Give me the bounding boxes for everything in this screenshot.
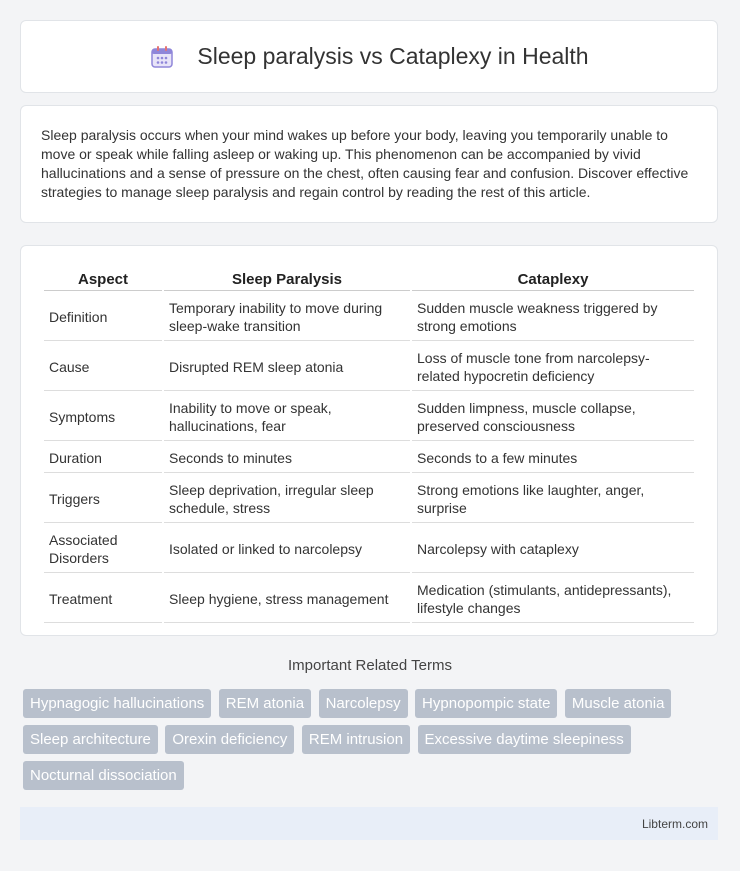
cell-aspect: Treatment xyxy=(44,575,162,623)
related-term-tag[interactable]: Excessive daytime sleepiness xyxy=(418,725,631,754)
cell-sleep-paralysis: Sleep deprivation, irregular sleep schedule, stress xyxy=(164,475,410,523)
table-header-row xyxy=(44,268,694,291)
related-term-tag[interactable]: Hypnagogic hallucinations xyxy=(23,689,211,718)
cell-aspect: Duration xyxy=(44,443,162,473)
table-row xyxy=(44,393,694,441)
table-row xyxy=(44,575,694,623)
footer xyxy=(20,807,718,840)
cell-cataplexy: Sudden limpness, muscle collapse, preserved consciousness xyxy=(412,393,694,441)
cell-cataplexy: Sudden muscle weakness triggered by strong emotions xyxy=(412,293,694,341)
table-row xyxy=(44,343,694,391)
cell-sleep-paralysis: Sleep hygiene, stress management xyxy=(164,575,410,623)
header-sleep-paralysis: Sleep Paralysis xyxy=(164,268,410,291)
page-title: Sleep paralysis vs Cataplexy in Health xyxy=(197,43,589,69)
table-row xyxy=(44,475,694,523)
cell-cataplexy: Loss of muscle tone from narcolepsy-related hypocretin deficiency xyxy=(412,343,694,391)
cell-cataplexy: Medication (stimulants, antidepressants), lifestyle changes xyxy=(412,575,694,623)
intro-card xyxy=(20,105,718,223)
related-term-tag[interactable]: Nocturnal dissociation xyxy=(23,761,184,790)
related-term-tag[interactable]: REM atonia xyxy=(219,689,311,718)
footer-site-link[interactable]: Libterm.com xyxy=(641,816,708,831)
comparison-card xyxy=(20,245,718,636)
cell-aspect: Triggers xyxy=(44,475,162,523)
cell-cataplexy: Strong emotions like laughter, anger, surprise xyxy=(412,475,694,523)
cell-cataplexy: Seconds to a few minutes xyxy=(412,443,694,473)
related-term-tag[interactable]: Sleep architecture xyxy=(23,725,158,754)
cell-sleep-paralysis: Isolated or linked to narcolepsy xyxy=(164,525,410,573)
related-terms-title: Important Related Terms xyxy=(288,657,452,674)
cell-aspect: Associated Disorders xyxy=(44,525,162,573)
cell-aspect: Definition xyxy=(44,293,162,341)
related-term-tag[interactable]: Narcolepsy xyxy=(319,689,408,718)
intro-text: Sleep paralysis occurs when your mind wakes up before your body, leaving you temporarily unable to move or speak while falling asleep or waking up. This phenomenon can be accompanied by vivid hallucinations and a sense of pressure on the chest, often causing fear and confusion. Discover effective strategies to manage sleep paralysis and regain control by reading the rest of this article. xyxy=(41,127,689,200)
header-card xyxy=(20,20,718,93)
cell-cataplexy: Narcolepsy with cataplexy xyxy=(412,525,694,573)
cell-aspect: Symptoms xyxy=(44,393,162,441)
cell-sleep-paralysis: Inability to move or speak, hallucinations, fear xyxy=(164,393,410,441)
table-row xyxy=(44,525,694,573)
table-row xyxy=(44,443,694,473)
related-terms-list xyxy=(23,689,723,797)
related-term-tag[interactable]: Hypnopompic state xyxy=(415,689,557,718)
comparison-table xyxy=(42,266,696,625)
cell-sleep-paralysis: Temporary inability to move during sleep-wake transition xyxy=(164,293,410,341)
cell-sleep-paralysis: Disrupted REM sleep atonia xyxy=(164,343,410,391)
calendar-icon xyxy=(149,44,175,70)
header-cataplexy: Cataplexy xyxy=(412,268,694,291)
related-term-tag[interactable]: Muscle atonia xyxy=(565,689,672,718)
related-term-tag[interactable]: Orexin deficiency xyxy=(165,725,294,754)
header-aspect: Aspect xyxy=(44,268,162,291)
table-row xyxy=(44,293,694,341)
related-term-tag[interactable]: REM intrusion xyxy=(302,725,410,754)
cell-sleep-paralysis: Seconds to minutes xyxy=(164,443,410,473)
cell-aspect: Cause xyxy=(44,343,162,391)
